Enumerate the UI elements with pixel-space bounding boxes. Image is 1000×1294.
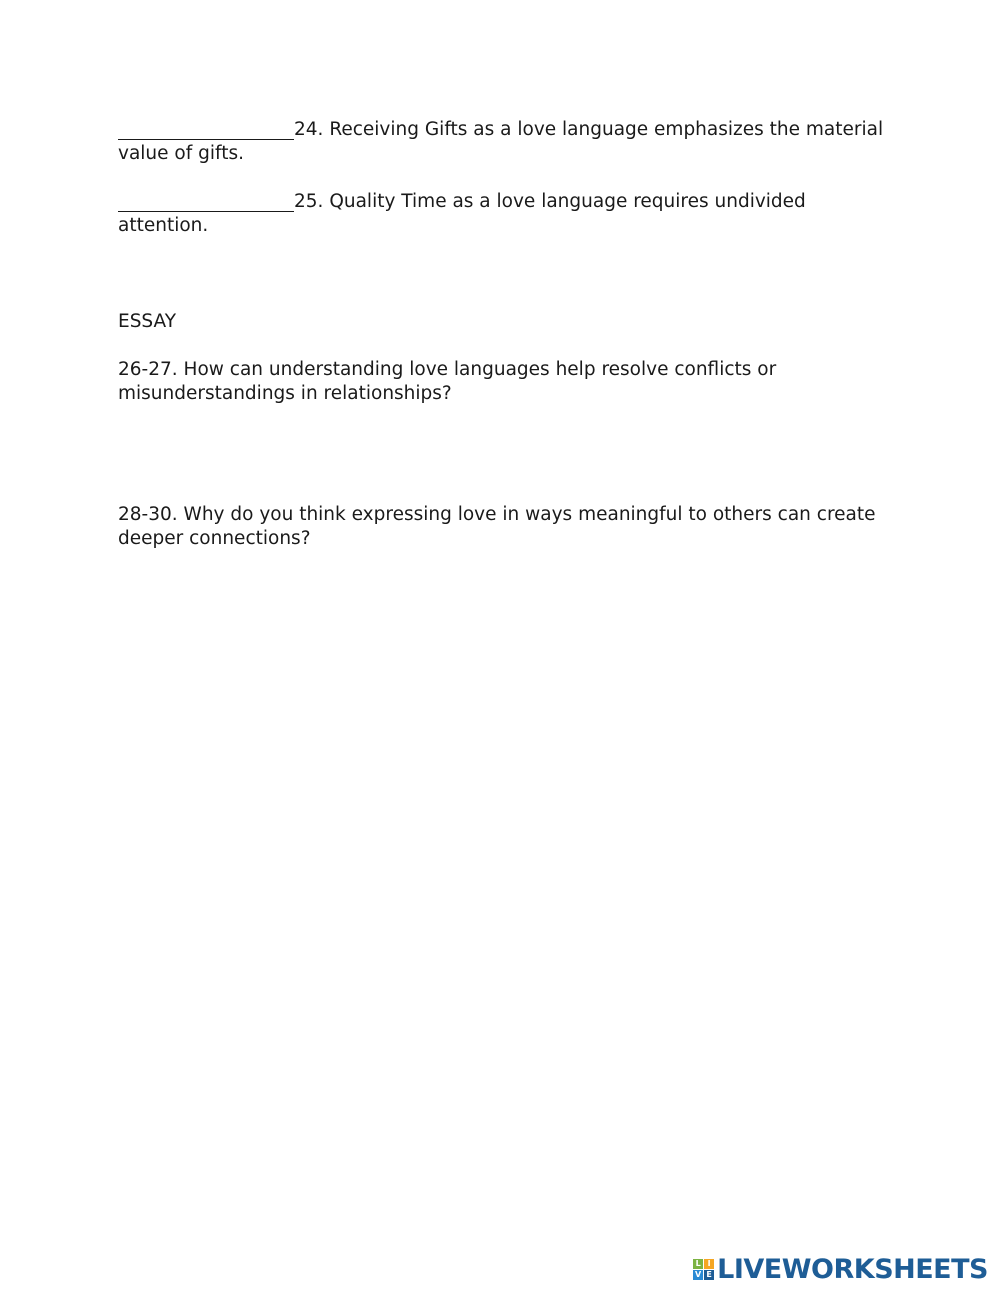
logo-mark-letter: L — [693, 1259, 703, 1269]
essay-question-26-27 — [118, 358, 898, 406]
essay-number-26-27: 26-27. — [118, 359, 178, 380]
logo-mark-letter: I — [704, 1259, 714, 1269]
essay-number-28-30: 28-30. — [118, 504, 178, 525]
logo-mark-letter: E — [704, 1270, 714, 1280]
essay-question-28-30 — [118, 503, 898, 551]
liveworksheets-logo-icon — [693, 1259, 714, 1280]
item-text-24: Receiving Gifts as a love language emphasizes the material value of gifts. — [118, 119, 884, 164]
answer-blank-24[interactable] — [118, 120, 294, 140]
true-false-item-25 — [118, 190, 898, 238]
liveworksheets-logo — [693, 1254, 988, 1284]
essay-text-26-27: How can understanding love languages help resolve conflicts or misunderstandings in relationships? — [118, 359, 777, 404]
essay-section-heading: ESSAY — [118, 311, 177, 332]
true-false-item-24 — [118, 118, 898, 166]
essay-text-28-30: Why do you think expressing love in ways meaningful to others can create deeper connections? — [118, 504, 876, 549]
item-number-25: 25. — [294, 191, 324, 212]
item-text-25: Quality Time as a love language requires undivided attention. — [118, 191, 806, 236]
logo-wordmark: LIVEWORKSHEETS — [717, 1253, 988, 1285]
item-number-24: 24. — [294, 119, 324, 140]
logo-mark-letter: V — [695, 1269, 702, 1279]
answer-blank-25[interactable] — [118, 192, 294, 212]
